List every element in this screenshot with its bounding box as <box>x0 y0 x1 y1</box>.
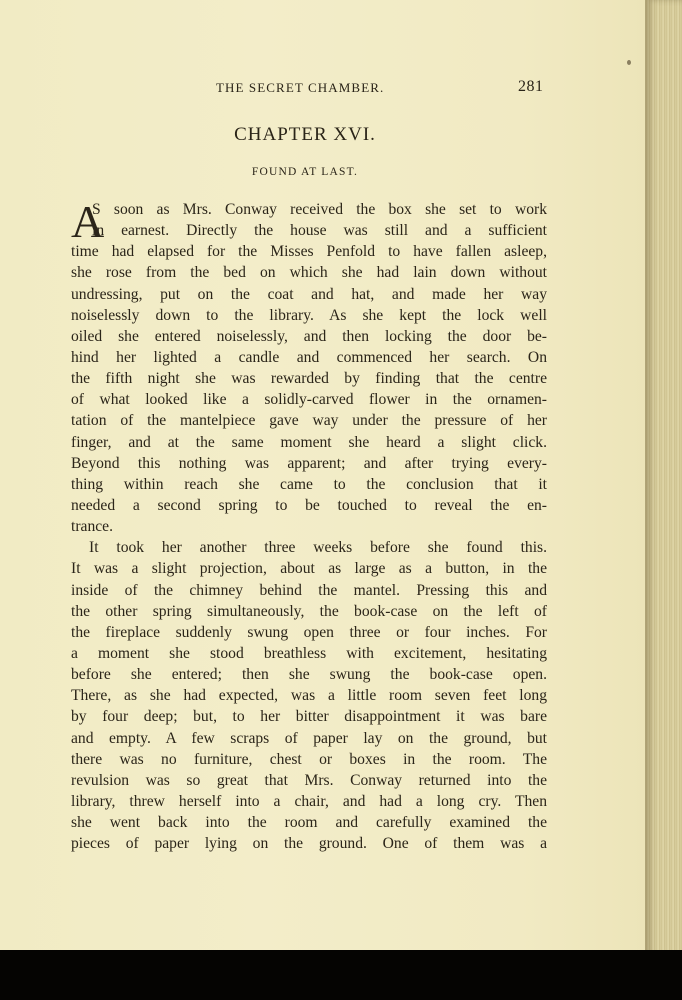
text-line: before she entered; then she swung the book-case open. <box>71 666 547 684</box>
text-line: noiselessly down to the library. As she kept the lock well <box>71 306 547 324</box>
text-line: the fifth night she was rewarded by finding that the centre <box>71 370 547 388</box>
chapter-subtitle: FOUND AT LAST. <box>251 166 359 178</box>
text-line: hind her lighted a candle and commenced her search. On <box>71 348 547 366</box>
paper-blemish <box>627 60 631 65</box>
text-line: in earnest. Directly the house was still and a sufficient <box>92 222 547 240</box>
text-line: revulsion was so great that Mrs. Conway returned into the <box>71 771 547 789</box>
text-line: inside of the chimney behind the mantel. Pressing this and <box>71 581 547 599</box>
text-line: the fireplace suddenly swung open three or four inches. For <box>71 623 547 641</box>
text-line: a moment she stood breathless with excitement, hesitating <box>71 644 547 662</box>
text-line: finger, and at the same moment she heard a slight click. <box>71 433 547 451</box>
text-line: she went back into the room and carefully examined the <box>71 814 547 832</box>
text-line: the other spring simultaneously, the book-case on the left of <box>71 602 547 620</box>
running-head-title: THE SECRET CHAMBER. <box>216 80 385 95</box>
text-line: needed a second spring to be touched to reveal the en- <box>71 496 547 514</box>
text-line: S soon as Mrs. Conway received the box she set to work <box>92 201 547 218</box>
page-number: 281 <box>518 78 544 95</box>
scan-bottom-border <box>0 950 682 1000</box>
text-line: undressing, put on the coat and hat, and made her way <box>71 285 547 303</box>
drop-cap: A <box>71 196 105 247</box>
text-line: It was a slight projection, about as large as a button, in the <box>71 560 547 578</box>
text-line: of what looked like a solidly-carved flower in the ornamen- <box>71 391 547 409</box>
text-line: and empty. A few scraps of paper lay on the ground, but <box>71 729 547 747</box>
text-line: oiled she entered noiselessly, and then locking the door be- <box>71 327 547 345</box>
text-line: Beyond this nothing was apparent; and after trying every- <box>71 454 547 472</box>
text-line: time had elapsed for the Misses Penfold to have fallen asleep, <box>71 243 547 261</box>
chapter-title: CHAPTER XVI. <box>234 124 376 145</box>
text-line: she rose from the bed on which she had lain down without <box>71 264 547 282</box>
text-line: there was no furniture, chest or boxes in the room. The <box>71 750 547 768</box>
paragraph-2 <box>71 537 547 854</box>
text-line: thing within reach she came to the conclusion that it <box>71 475 547 493</box>
text-line: library, threw herself into a chair, and had a long cry. Then <box>71 792 547 810</box>
page-fore-edge <box>645 0 682 965</box>
body-text <box>71 196 547 854</box>
text-line: tation of the mantelpiece gave way under the pressure of her <box>71 412 547 430</box>
text-line: There, as she had expected, was a little room seven feet long <box>71 687 547 705</box>
running-head <box>0 80 652 100</box>
text-line: pieces of paper lying on the ground. One of them was a <box>71 835 547 853</box>
text-line: trance. <box>71 518 113 536</box>
text-line: by four deep; but, to her bitter disappointment it was bare <box>71 708 547 726</box>
text-line: It took her another three weeks before she found this. <box>89 539 547 557</box>
paragraph-1 <box>71 196 547 537</box>
